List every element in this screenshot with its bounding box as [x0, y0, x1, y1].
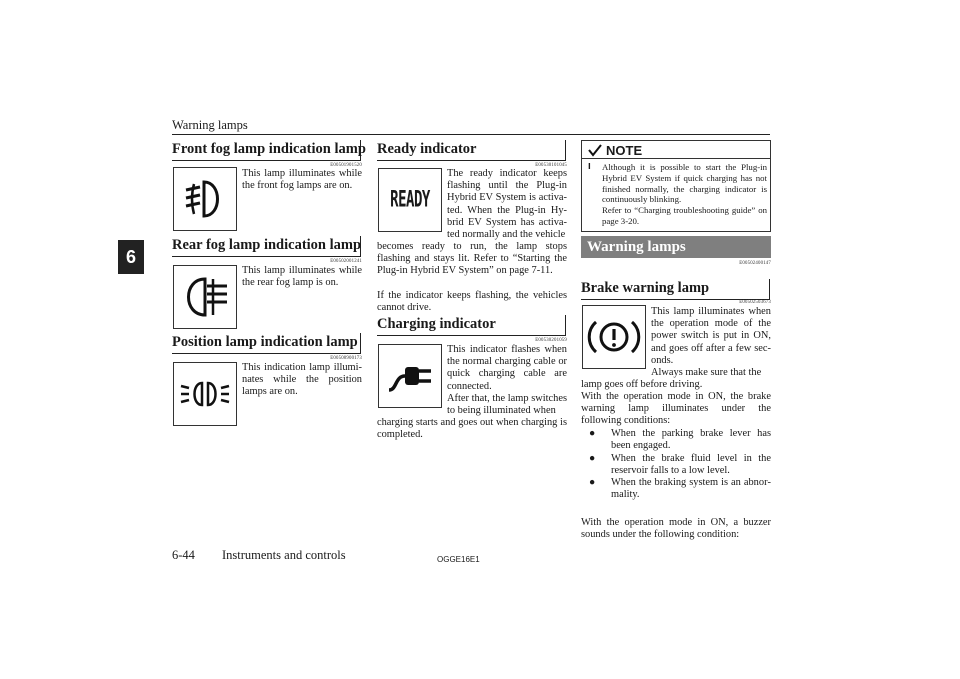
position-lamp-code: E00508900173 — [330, 356, 362, 361]
front-fog-lamp-icon — [173, 167, 237, 231]
front-fog-heading: Front fog lamp indication lamp — [172, 140, 361, 161]
ready-text-cont: becomes ready to run, the lamp stops flashing and stays lit. Refer to “Starting the Plug-in Hybrid EV System” on page 7-11. — [377, 241, 567, 277]
position-lamp-text: This indication lamp illuminates while the position lamps are on. — [242, 362, 362, 398]
note-box — [581, 140, 771, 232]
brake-text: This lamp illuminates when the operation mode of the power switch is put in ON, and goes off after a few seconds. — [651, 306, 771, 366]
ready-code: E00530101045 — [535, 163, 567, 168]
position-lamp-icon — [173, 362, 237, 426]
brake-condition-3 — [589, 477, 771, 503]
footer-code: OGGE16E1 — [437, 555, 480, 564]
warning-lamps-code: E00502400147 — [739, 261, 771, 266]
rear-fog-text: This lamp illuminates while the rear fog lamp is on. — [242, 265, 362, 289]
ready-indicator-icon — [378, 168, 442, 232]
rear-fog-code: E00502001241 — [330, 259, 362, 264]
brake-condition-1 — [589, 428, 771, 454]
bullet-text: When the parking brake lever has been engaged. — [611, 428, 771, 452]
front-fog-text: This lamp illuminates while the front fog lamps are on. — [242, 168, 362, 192]
ready-text-2: If the indicator keeps flashing, the vehicles cannot drive. — [377, 290, 567, 314]
brake-text-4: With the operation mode in ON, a buzzer sounds under the following condition: — [581, 517, 771, 541]
top-rule — [172, 134, 770, 135]
note-header — [588, 143, 642, 158]
note-divider — [582, 158, 770, 159]
bullet-dot: ● — [589, 453, 596, 464]
position-lamp-heading: Position lamp indication lamp — [172, 333, 361, 354]
page-number: 6-44 — [172, 548, 195, 562]
ready-heading: Ready indicator — [377, 140, 566, 161]
rear-fog-lamp-icon — [173, 265, 237, 329]
brake-text-2: Always make sure that the — [651, 367, 762, 378]
brake-text-3: With the operation mode in ON, the brake warning lamp illuminates under the following conditions: — [581, 391, 771, 427]
note-label: NOTE — [606, 143, 643, 158]
charging-code: E00530201059 — [535, 338, 567, 343]
note-text-2: Refer to “Charging troubleshooting guide” on page 3-20. — [602, 205, 767, 226]
bullet-dot: ● — [589, 428, 596, 439]
brake-warning-icon — [582, 305, 646, 369]
note-text: Although it is possible to start the Plug-in Hybrid EV System if quick charging has not finished normally, the charging indicator is continuously blinking. — [602, 162, 767, 205]
charging-plug-icon — [378, 344, 442, 408]
bullet-text: When the braking system is an abnormality. — [611, 477, 771, 501]
bullet-text: When the brake fluid level in the reservoir falls to a low level. — [611, 453, 771, 477]
charging-heading: Charging indicator — [377, 315, 566, 336]
charging-text-cont: charging starts and goes out when charging is completed. — [377, 417, 567, 441]
warning-lamps-banner: Warning lamps — [581, 236, 771, 258]
ready-icon-label: READY — [390, 187, 430, 213]
note-bullet: l — [588, 162, 591, 171]
charging-text: This indicator flashes when the normal charging cable or quick charging cable are connected. — [447, 344, 567, 392]
running-head: Warning lamps — [172, 118, 248, 132]
brake-heading: Brake warning lamp — [581, 279, 770, 300]
ready-text: The ready indicator keeps flashing until the Plug-in Hybrid EV System is activated. When the Plug-in Hybrid EV System has activated normally and the vehicle — [447, 168, 567, 241]
brake-text-cont: lamp goes off before driving. — [581, 379, 703, 390]
brake-code: E00502503673 — [739, 300, 771, 305]
bullet-dot: ● — [589, 477, 596, 488]
footer-section: Instruments and controls — [222, 548, 346, 562]
brake-condition-2 — [589, 453, 771, 479]
rear-fog-heading: Rear fog lamp indication lamp — [172, 236, 361, 257]
charging-text-2: After that, the lamp switches to being illuminated when — [447, 393, 567, 417]
front-fog-code: E00501901520 — [330, 163, 362, 168]
note-icon — [588, 144, 602, 157]
chapter-tab: 6 — [118, 240, 144, 274]
